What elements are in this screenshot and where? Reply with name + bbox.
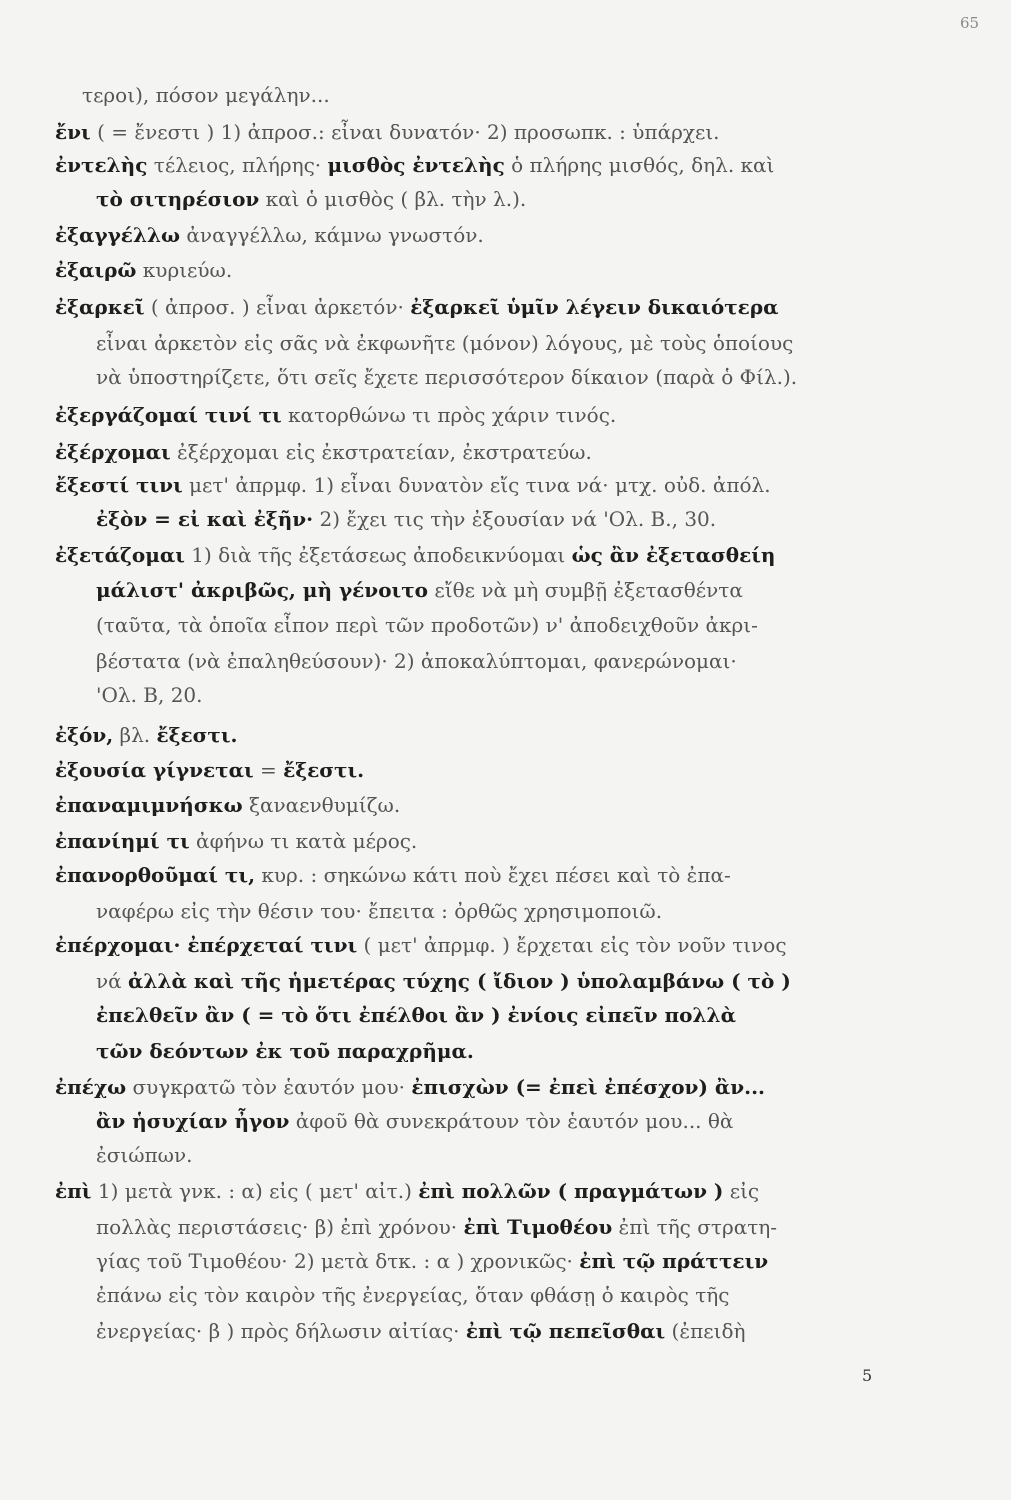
gloss-text: 1) μετὰ γνκ. : α) εἰς ( μετ' αἰτ.) — [91, 1179, 419, 1203]
entry-line — [55, 1178, 759, 1204]
gloss-text: βέστατα (νὰ ἐπαληθεύσουν)· 2) ἀποκαλύπτομαι, φανερώνομαι· — [96, 649, 737, 673]
bold-phrase: ἔξεστι. — [156, 723, 238, 747]
gloss-text: ξαναενθυμίζω. — [242, 793, 401, 817]
gloss-text: βλ. — [113, 723, 157, 747]
headword: ἐπαναμιμνήσκω — [55, 793, 243, 817]
gloss-text: (ταῦτα, τὰ ὁποῖα εἶπον περὶ τῶν προδοτῶν) ν' ἀποδειχθοῦν ἀκρι- — [96, 613, 758, 637]
gloss-text: κυρ. : σηκώνω κάτι ποὺ ἔχει πέσει καὶ τὸ ἐπα- — [255, 863, 731, 887]
headword: ἐξουσία γίγνεται — [55, 758, 254, 782]
bold-phrase: ἐπελθεῖν ἂν ( = τὸ ὅτι ἐπέλθοι ἂν ) ἐνίοις εἰπεῖν πολλὰ — [96, 1003, 736, 1027]
headword: ἐξαρκεῖ — [55, 295, 145, 319]
gloss-text: 2) ἔχει τις τὴν ἐξουσίαν νά 'Ολ. Β., 30. — [313, 507, 717, 531]
gloss-text: τέλειος, πλήρης· — [147, 153, 328, 177]
bold-phrase: ἂν ἡσυχίαν ἦγον — [96, 1109, 290, 1133]
entry-line — [55, 222, 484, 248]
gloss-text: συγκρατῶ τὸν ἑαυτόν μου· — [126, 1075, 412, 1099]
gloss-text: νὰ ὑποστηρίζετε, ὅτι σεῖς ἔχετε περισσότερον δίκαιον (παρὰ ὁ Φίλ.). — [96, 365, 798, 389]
entry-line — [96, 1038, 474, 1064]
bold-phrase: μάλιστ' ἀκριβῶς, μὴ γένοιτο — [96, 578, 429, 602]
entry-line — [96, 186, 526, 212]
gloss-text: ἀφοῦ θὰ συνεκράτουν τὸν ἑαυτόν μου... θὰ — [289, 1109, 734, 1133]
gloss-text: ἐπὶ τῆς στρατη- — [612, 1215, 778, 1239]
gloss-text: ἀφήνω τι κατὰ μέρος. — [189, 829, 418, 853]
entry-line — [55, 862, 731, 888]
gloss-text: γίας τοῦ Τιμοθέου· 2) μετὰ δτκ. : α ) χρονικῶς· — [96, 1249, 580, 1273]
headword: ἐξόν, — [55, 723, 114, 747]
entry-line — [55, 542, 775, 568]
entry-line — [96, 364, 797, 390]
entry-line — [55, 152, 774, 178]
entry-line — [55, 257, 232, 283]
entry-line — [55, 757, 364, 783]
entry-line — [55, 828, 417, 854]
entry-line — [96, 1002, 736, 1028]
gloss-text: ἐσιώπων. — [96, 1143, 193, 1167]
bold-phrase: μισθὸς ἐντελὴς — [327, 153, 505, 177]
entry-line — [55, 722, 238, 748]
headword: ἐπανίημί τι — [55, 829, 190, 853]
headword: ἔνι — [55, 120, 91, 144]
gloss-text: ἐνεργείας· β ) πρὸς δήλωσιν αἰτίας· — [96, 1319, 466, 1343]
gloss-text: κυριεύω. — [136, 258, 233, 282]
bold-phrase: ἐπὶ πολλῶν ( πραγμάτων ) — [418, 1179, 724, 1203]
gloss-text: νά — [96, 969, 129, 993]
gloss-text: ἀναγγέλλω, κάμνω γνωστόν. — [180, 223, 484, 247]
bold-phrase: τῶν δεόντων ἐκ τοῦ παραχρῆμα. — [96, 1039, 474, 1063]
headword: ἐπὶ — [55, 1179, 92, 1203]
bold-phrase: ἐξαρκεῖ ὑμῖν λέγειν δικαιότερα — [410, 295, 779, 319]
gloss-text: πολλὰς περιστάσεις· β) ἐπὶ χρόνου· — [96, 1215, 464, 1239]
entry-line — [96, 1282, 729, 1308]
headword: ἐπέρχομαι· ἐπέρχεταί τινι — [55, 933, 358, 957]
entry-line — [55, 472, 771, 498]
entry-line — [96, 1318, 745, 1344]
bold-phrase: ἐπὶ τῷ πράττειν — [579, 1249, 769, 1273]
entry-line — [96, 1248, 768, 1274]
page-number: 65 — [960, 14, 980, 32]
entry-line — [96, 506, 716, 532]
entry-line — [55, 439, 592, 465]
entry-line — [55, 294, 779, 320]
gloss-text: ( μετ' ἀπρμφ. ) ἔρχεται εἰς τὸν νοῦν τινος — [357, 933, 787, 957]
entry-line — [55, 402, 616, 428]
entry-line — [55, 1074, 765, 1100]
headword: ἐξαγγέλλω — [55, 223, 181, 247]
entry-line — [96, 612, 758, 638]
entry-line — [82, 82, 330, 108]
gloss-text: καὶ ὁ μισθὸς ( βλ. τὴν λ.). — [259, 187, 527, 211]
entry-line — [96, 1214, 777, 1240]
headword: ἐντελὴς — [55, 153, 148, 177]
gloss-text: ( = ἔνεστι ) 1) ἀπροσ.: εἶναι δυνατόν· 2) προσωπκ. : ὑπάρχει. — [90, 120, 720, 144]
headword: ἐξέρχομαι — [55, 440, 171, 464]
headword: ἐξεργάζομαί τινί τι — [55, 403, 282, 427]
gloss-text: τεροι), πόσον μεγάλην... — [82, 83, 330, 107]
gloss-text: (ἐπειδὴ — [665, 1319, 746, 1343]
gloss-text: 'Ολ. Β, 20. — [96, 683, 203, 707]
bold-phrase: ἐπὶ τῷ πεπεῖσθαι — [465, 1319, 666, 1343]
signature-number: 5 — [862, 1366, 873, 1385]
bold-phrase: ἀλλὰ καὶ τῆς ἡμετέρας τύχης ( ἴδιον ) ὑπολαμβάνω ( τὸ ) — [128, 969, 791, 993]
entry-line — [96, 1142, 193, 1168]
gloss-text: εἶναι ἀρκετὸν εἰς σᾶς νὰ ἐκφωνῆτε (μόνον) λόγους, μὲ τοὺς ὁποίους — [96, 331, 794, 355]
gloss-text: κατορθώνω τι πρὸς χάριν τινός. — [281, 403, 617, 427]
bold-phrase: ὡς ἂν ἐξετασθείη — [571, 543, 776, 567]
gloss-text: = — [253, 758, 284, 782]
gloss-text: εἴθε νὰ μὴ συμβῇ ἐξετασθέντα — [428, 578, 743, 602]
bold-phrase: ἐξὸν = εἰ καὶ ἐξῆν· — [96, 507, 314, 531]
entry-line — [55, 119, 720, 145]
headword: ἐξαιρῶ — [55, 258, 137, 282]
entry-line — [96, 682, 203, 708]
bold-phrase: ἐπισχὼν (= ἐπεὶ ἐπέσχον) ἂν... — [411, 1075, 766, 1099]
gloss-text: ἐπάνω εἰς τὸν καιρὸν τῆς ἐνεργείας, ὅταν φθάσῃ ὁ καιρὸς τῆς — [96, 1283, 730, 1307]
headword: ἐξετάζομαι — [55, 543, 185, 567]
bold-phrase: ἔξεστι. — [283, 758, 365, 782]
entry-line — [55, 792, 400, 818]
bold-phrase: ἐπὶ Τιμοθέου — [463, 1215, 613, 1239]
entry-line — [55, 932, 787, 958]
entry-line — [96, 577, 743, 603]
gloss-text: ναφέρω εἰς τὴν θέσιν του· ἔπειτα : ὀρθῶς χρησιμοποιῶ. — [96, 899, 663, 923]
gloss-text: ὁ πλήρης μισθός, δηλ. καὶ — [504, 153, 775, 177]
gloss-text: μετ' ἀπρμφ. 1) εἶναι δυνατὸν εἴς τινα νά· μτχ. οὐδ. ἀπόλ. — [182, 473, 771, 497]
headword: ἐπέχω — [55, 1075, 127, 1099]
gloss-text: εἰς — [723, 1179, 760, 1203]
entry-line — [96, 898, 662, 924]
gloss-text: ἐξέρχομαι εἰς ἐκστρατείαν, ἐκστρατεύω. — [170, 440, 592, 464]
entry-line — [96, 968, 791, 994]
headword: ἔξεστί τινι — [55, 473, 183, 497]
gloss-text: 1) διὰ τῆς ἐξετάσεως ἀποδεικνύομαι — [184, 543, 572, 567]
entry-line — [96, 1108, 733, 1134]
gloss-text: ( ἀπροσ. ) εἶναι ἀρκετόν· — [144, 295, 411, 319]
entry-line — [96, 330, 793, 356]
headword: ἐπανορθοῦμαί τι, — [55, 863, 256, 887]
bold-phrase: τὸ σιτηρέσιον — [96, 187, 260, 211]
entry-line — [96, 648, 737, 674]
